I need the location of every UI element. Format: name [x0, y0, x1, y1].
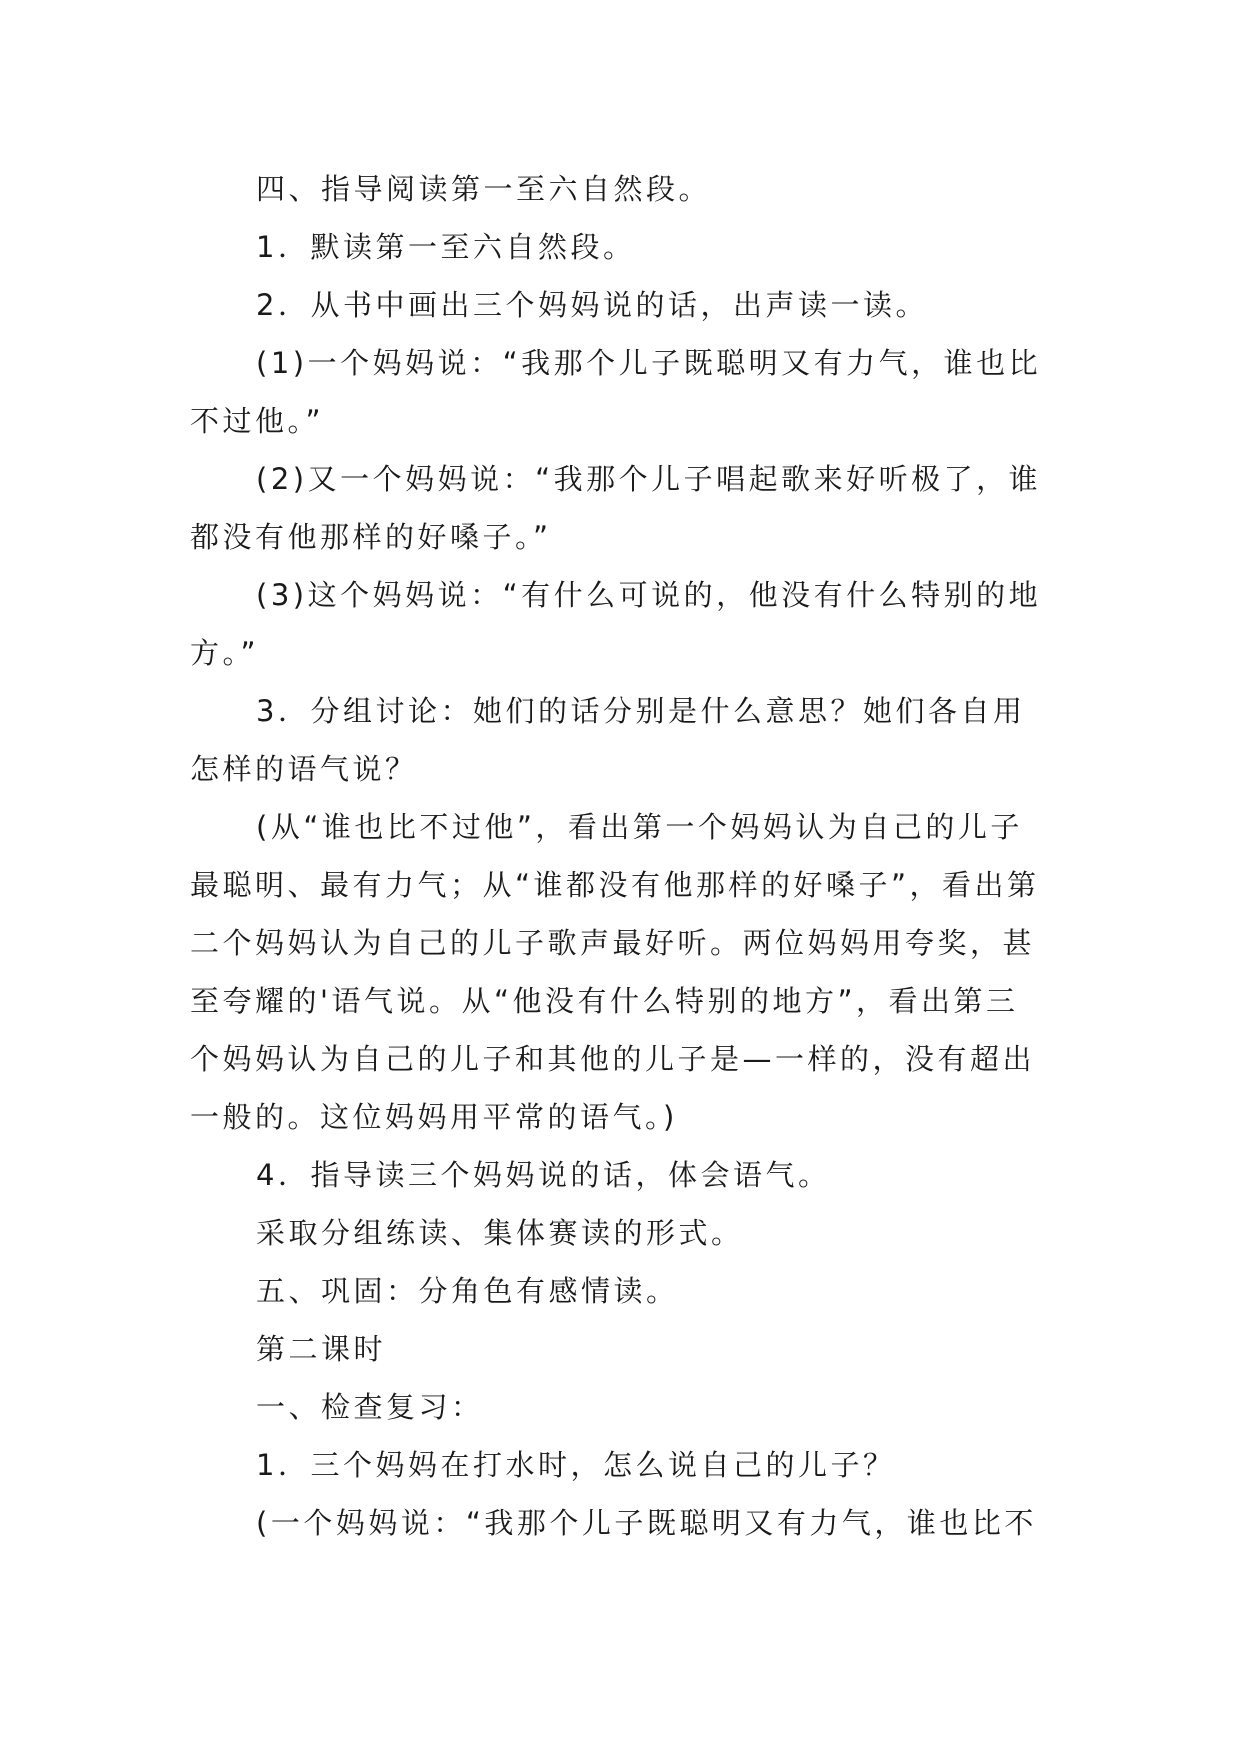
paragraph-practice: 采取分组练读、集体赛读的形式。 [256, 1216, 744, 1250]
heading-section-5: 五、巩固：分角色有感情读。 [256, 1274, 679, 1308]
paragraph-quote-1: (1)一个妈妈说：“我那个儿子既聪明又有力气，谁也比不过他。” [190, 346, 1042, 438]
paragraph-explanation: (从“谁也比不过他”，看出第一个妈妈认为自己的儿子最聪明、最有力气；从“谁都没有他那样的好嗓子”，看出第二个妈妈认为自己的儿子歌声最好听。两位妈妈用夸奖，甚至夸耀的'语气说。从“他没有什么特别的地方”，看出第三个妈妈认为自己的儿子和其他的儿子是—一样的，没有超出一般的。这位妈妈用平常的语气。) [190, 810, 1040, 1134]
document-body [190, 160, 1050, 1552]
paragraph-review-question: 1．三个妈妈在打水时，怎么说自己的儿子？ [256, 1448, 896, 1482]
paragraph-step-2: 2．从书中画出三个妈妈说的话，出声读一读。 [256, 288, 928, 322]
heading-review: 一、检查复习： [256, 1390, 484, 1424]
heading-lesson-2: 第二课时 [256, 1332, 387, 1366]
paragraph-step-3: 3．分组讨论：她们的话分别是什么意思？她们各自用怎样的语气说？ [190, 694, 1026, 786]
paragraph-quote-2: (2)又一个妈妈说：“我那个儿子唱起歌来好听极了，谁都没有他那样的好嗓子。” [190, 462, 1042, 554]
paragraph-quote-3: (3)这个妈妈说：“有什么可说的，他没有什么特别的地方。” [190, 578, 1042, 670]
paragraph-step-1: 1．默读第一至六自然段。 [256, 230, 636, 264]
paragraph-review-answer: (一个妈妈说：“我那个儿子既聪明又有力气，谁也比不 [256, 1506, 1037, 1540]
heading-section-4: 四、指导阅读第一至六自然段。 [256, 172, 712, 206]
paragraph-step-4: 4．指导读三个妈妈说的话，体会语气。 [256, 1158, 831, 1192]
